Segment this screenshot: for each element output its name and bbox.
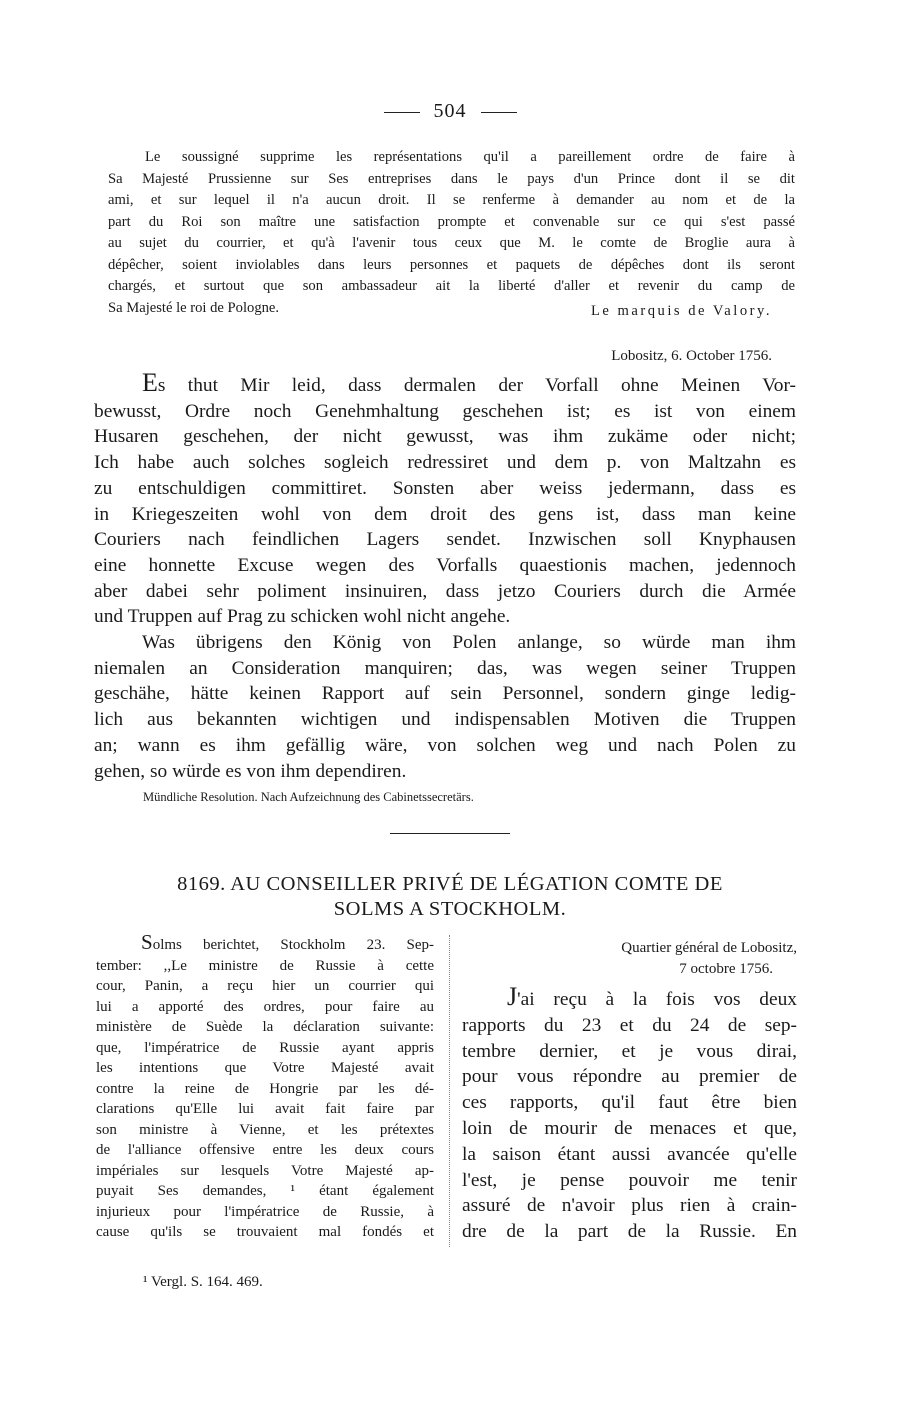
source-note: Mündliche Resolution. Nach Aufzeichnung des Cabinetssecretärs. [143,790,474,804]
resolution-line: geschähe, hätte keinen Rapport auf sein Personnel, sondern ginge ledig- [94,683,796,705]
right-column-heading [462,938,797,980]
resolution-first-line: Es thut Mir leid, dass dermalen der Vorfall ohne Meinen Vor- [142,368,796,397]
top-letter-line: Sa Majesté Prussienne sur Ses entreprises dans le pays d'un Prince dont il se dit [108,170,795,187]
resolution-line: aber dabei sehr poliment insinuiren, dass jetzo Couriers durch die Armée [94,580,796,602]
right-column-place: Quartier général de Lobositz, [621,940,797,956]
left-column [96,932,434,1243]
resolution-line: an; wann es ihm gefällig wäre, von solchen weg und nach Polen zu [94,734,796,756]
left-column-line: clarations qu'Elle lui avait fait faire par [96,1101,434,1117]
page-number [0,100,900,123]
right-column-line: dre de la part de la Russie. En [462,1221,797,1243]
drop-initial: E [142,368,158,397]
page-number-dash-left [384,112,420,113]
left-column-line: ministère de Suède la déclaration suivante: [96,1019,434,1035]
resolution-line: niemalen an Consideration manquiren; das, was wegen seiner Truppen [94,657,796,679]
page-number-text: 504 [433,100,467,122]
resolution-line: eine honnette Excuse wegen des Vorfalls quaestionis machen, jedennoch [94,554,796,576]
resolution-line: Couriers nach feindlichen Lagers sendet. Inzwischen soll Knyphausen [94,529,796,551]
top-letter [108,147,795,319]
signature-valory: Le marquis de Valory. [591,303,772,319]
left-column-line: cause qu'ils se trouvaient mal fondés et [96,1224,434,1240]
resolution-line: lich aus bekannten wichtigen und indispensablen Motiven die Truppen [94,709,796,731]
left-initial: S [141,930,153,954]
left-column-line: tember: ,,Le ministre de Russie à cette [96,957,434,974]
resolution-line: gehen, so würde es von ihm dependiren. [94,760,407,782]
resolution-line: Ich habe auch solches sogleich redressiret und dem p. von Maltzahn es [94,452,796,474]
right-column-line: ces rapports, qu'il faut être bien [462,1092,797,1114]
resolution-line: zu entschuldigen committiret. Sonsten aber weiss jedermann, dass es [94,477,796,499]
left-column-line: son ministre à Vienne, et les prétextes [96,1121,434,1138]
top-letter-line: au sujet du courrier, et qu'à l'avenir tous ceux que M. le comte de Broglie aura à [108,235,795,251]
left-column-line: lui a apporté des ordres, pour faire au [96,998,434,1015]
right-column-first-line: J'ai reçu à la fois vos deux [507,982,797,1011]
section-rule [390,833,510,834]
resolution-place-date: Lobositz, 6. October 1756. [611,348,772,364]
top-letter-line: ami, et sur lequel il n'a aucun droit. Il se renferme à demander au nom et de la [108,192,795,208]
left-column-line: de l'alliance offensive entre les deux cours [96,1142,434,1158]
section-heading-line: SOLMS A STOCKHOLM. [333,898,567,920]
resolution-line: bewusst, Ordre noch Genehmhaltung geschehen ist; es ist von einem [94,400,796,422]
top-letter-line: part du Roi son maître une satisfaction prompte et convenable sur ce qui s'est passé [108,213,795,230]
section-heading [95,872,805,922]
resolution-line: und Truppen auf Prag zu schicken wohl nicht angehe. [94,606,511,628]
column-divider [449,935,450,1247]
left-column-line: les intentions que Votre Majesté avait [96,1060,434,1076]
left-column-line: que, l'impératrice de Russie ayant appris [96,1039,434,1056]
top-letter-line: dépêcher, soient inviolables dans leurs personnes et paquets de dépêches dont ils seront [108,256,795,273]
right-column-line: pour vous répondre au premier de [462,1066,797,1088]
left-column-line: injurieux pour l'impératrice de Russie, à [96,1203,434,1220]
left-column-line: cour, Panin, a reçu hier un courrier qui [96,978,434,994]
resolution-text [94,370,796,784]
left-column-line: puyait Ses demandes, ¹ étant également [96,1183,434,1199]
right-column-line: la saison étant aussi avancée qu'elle [462,1143,797,1165]
top-letter-line: Le soussigné supprime les représentations qu'il a pareillement ordre de faire à [145,149,795,165]
footnote: ¹ Vergl. S. 164. 469. [143,1274,263,1290]
resolution-line: Was übrigens den König von Polen anlange, so würde man ihm [142,632,796,654]
left-column-line: contre la reine de Hongrie par les dé- [96,1080,434,1097]
right-column-line: assuré de n'avoir plus rien à crain- [462,1195,797,1217]
right-column-line: rapports du 23 et du 24 de sep- [462,1014,797,1036]
right-column [462,984,797,1245]
right-column-date: 7 octobre 1756. [679,961,773,977]
top-letter-line: chargés, et surtout que son ambassadeur ait la liberté d'aller et revenir du camp de [108,278,795,294]
left-column-first-line: Solms berichtet, Stockholm 23. Sep- [141,930,434,954]
resolution-line: in Kriegeszeiten wohl von dem droit des gens ist, dass man keine [94,503,796,525]
right-column-line: tembre dernier, et je vous dirai, [462,1040,797,1062]
section-heading-line: 8169. AU CONSEILLER PRIVÉ DE LÉGATION COMTE DE [177,873,723,895]
page-number-dash-right [481,112,517,113]
top-letter-line: Sa Majesté le roi de Pologne. [108,299,280,316]
right-column-line: loin de mourir de menaces et que, [462,1117,797,1139]
resolution-line: Husaren geschehen, der nicht gewusst, was ihm zukäme oder nicht; [94,426,796,448]
right-column-line: l'est, je pense pouvoir me tenir [462,1169,797,1191]
left-column-line: impériales sur lesquels Votre Majesté ap- [96,1162,434,1179]
right-initial: J [507,982,518,1011]
